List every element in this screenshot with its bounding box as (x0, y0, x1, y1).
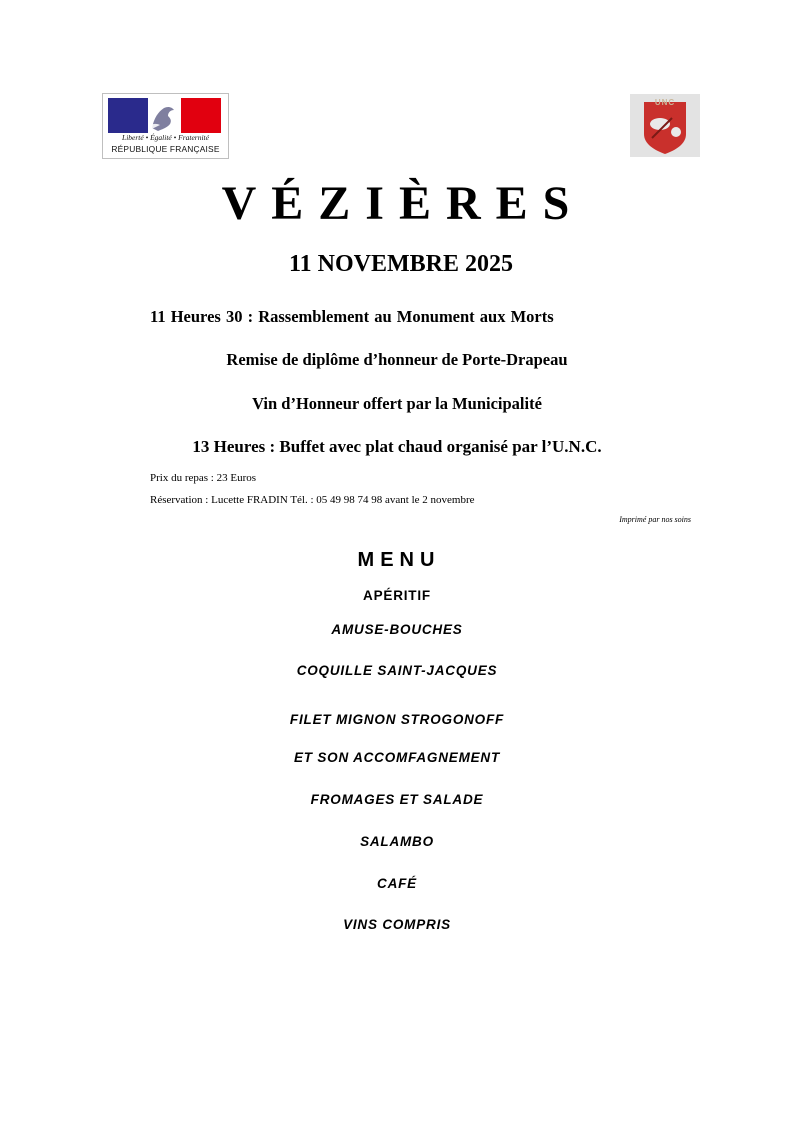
marianne-flag-icon (108, 98, 221, 133)
program-line-gathering: 11 Heures 30 : Rassemblement au Monument aux Morts (150, 307, 554, 326)
program-line-diploma: Remise de diplôme d’honneur de Porte-Drapeau (226, 350, 568, 369)
menu-item: FILET MIGNON STROGONOFF (289, 712, 505, 727)
unc-logo (630, 94, 700, 157)
menu-item: SALAMBO (360, 834, 434, 849)
menu-aperitif: APÉRITIF (363, 588, 431, 603)
meal-price: Prix du repas : 23 Euros (150, 472, 257, 484)
menu-item: CAFÉ (377, 876, 417, 891)
devise-text: Liberté • Égalité • Fraternité (122, 133, 209, 142)
page-title: VÉZIÈRES (221, 177, 585, 230)
menu-item: FROMAGES ET SALADE (310, 792, 484, 807)
menu-item: VINS COMPRIS (343, 917, 451, 932)
menu-item: COQUILLE SAINT-JACQUES (296, 663, 498, 678)
printed-by-note: Imprimé par nos soins (619, 515, 691, 524)
menu-title: MENU (357, 549, 441, 571)
menu-item: ET SON ACCOMFAGNEMENT (293, 750, 501, 765)
program-line-vin-honneur: Vin d’Honneur offert par la Municipalité (252, 394, 542, 413)
republique-francaise-logo (102, 93, 229, 159)
event-date: 11 NOVEMBRE 2025 (288, 251, 513, 277)
menu-item: AMUSE-BOUCHES (331, 622, 463, 637)
republique-name-text: RÉPUBLIQUE FRANÇAISE (111, 144, 220, 154)
program-line-buffet: 13 Heures : Buffet avec plat chaud organisé par l’U.N.C. (192, 437, 602, 456)
unc-logo-text: UNC (654, 98, 676, 107)
reservation-info: Réservation : Lucette FRADIN Tél. : 05 49 98 74 98 avant le 2 novembre (150, 494, 475, 506)
